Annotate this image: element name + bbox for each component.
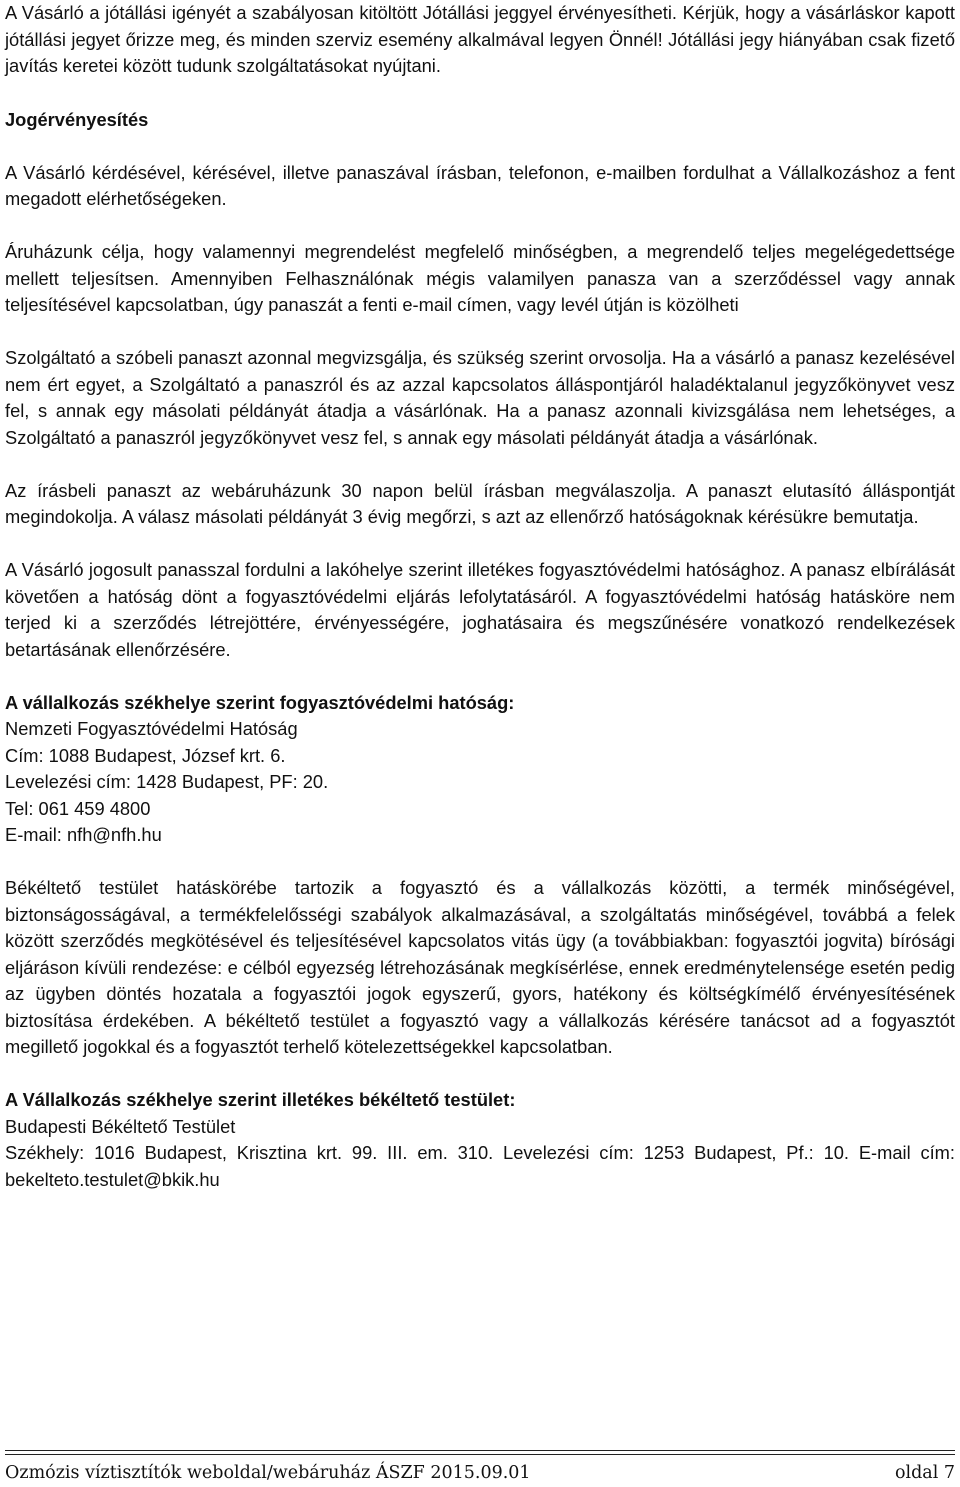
footer-page-number: oldal 7: [894, 1463, 955, 1483]
nfh-email: E-mail: nfh@nfh.hu: [5, 824, 162, 845]
goal-paragraph: Áruházunk célja, hogy valamennyi megrendelést megfelelő minőségben, a megrendelő teljes megelégedettsége mellett teljesítsen. Amennyiben Felhasználónak mégis valamilyen panasza van a szerződéssel vagy annak teljesítésével kapcsolatban, úgy panaszát a fenti e-mail címen, vagy levél útján is közölheti: [5, 241, 955, 315]
intro-paragraph: A Vásárló a jótállási igényét a szabályosan kitöltött Jótállási jeggyel érvényesítheti. Kérjük, hogy a vásárláskor kapott jótállási jegyet őrizze meg, és minden szerviz esemény alkalmával legyen Önnél! Jótállási jegy hiányában csak fizető javítás keretei között tudunk szolgáltatásokat nyújtani.: [5, 2, 955, 76]
oral-complaint-paragraph: Szolgáltató a szóbeli panaszt azonnal megvizsgálja, és szükség szerint orvosolja. Ha a vásárló a panasz kezelésével nem ért egyet, a Szolgáltató a panaszról és az azzal kapcsolatos álláspontjáról haladéktalanul jegyzőkönyvet vesz fel, s annak egy másolati példányát átadja a vásárlónak. Ha a panasz azonnali kivizsgálása nem lehetséges, a Szolgáltató a panaszról jegyzőkönyvet vesz fel, s annak egy másolati példányát átadja a vásárlónak.: [5, 347, 955, 448]
bkik-heading: A Vállalkozás székhelye szerint illetékes békéltető testület:: [5, 1089, 516, 1110]
nfh-phone: Tel: 061 459 4800: [5, 797, 151, 819]
contact-paragraph: A Vásárló kérdésével, kérésével, illetve panaszával írásban, telefonon, e-mailben fordulhat a Vállalkozáshoz a fent megadott elérhetőségeken.: [5, 161, 955, 209]
footer-divider-thin: [5, 1454, 955, 1455]
nfh-address: Cím: 1088 Budapest, József krt. 6.: [5, 744, 286, 766]
nfh-name: Nemzeti Fogyasztóvédelmi Hatóság: [5, 718, 298, 739]
page-footer: [5, 1462, 955, 1484]
footer-document-title: Ozmózis víztisztítók weboldal/webáruház ÁSZF 2015.09.01: [5, 1463, 531, 1483]
document-page: [5, 0, 955, 1193]
section-heading-jogervenyesites: Jogérvényesítés: [5, 108, 149, 130]
bkik-details: Székhely: 1016 Budapest, Krisztina krt. 99. III. em. 310. Levelezési cím: 1253 Budapest, Pf.: 10. E-mail cím: bekelteto.testulet@bkik.hu: [5, 1142, 955, 1190]
authority-paragraph: A Vásárló jogosult panasszal fordulni a lakóhelye szerint illetékes fogyasztóvédelmi hatósághoz. A panasz elbírálását követően a hatóság dönt a fogyasztóvédelmi eljárás lefolytatásáról. A fogyasztóvédelmi hatóság hatásköre nem terjed ki a szerződés létrejöttére, érvényességére, joghatásaira és megszűnésére vonatkozó rendelkezések betartásának ellenőrzésére.: [5, 559, 955, 660]
footer-divider: [5, 1450, 955, 1451]
nfh-postal-address: Levelezési cím: 1428 Budapest, PF: 20.: [5, 771, 329, 792]
nfh-contact-block: [5, 690, 955, 849]
nfh-heading: A vállalkozás székhelye szerint fogyasztóvédelmi hatóság:: [5, 691, 515, 713]
board-paragraph: Békéltető testület hatáskörébe tartozik a fogyasztó és a vállalkozás közötti, a termék minőségével, biztonságosságával, a termékfelelősségi szabályok alkalmazásával, a szolgáltatás minőségével, továbbá a felek között szerződés megkötésével és teljesítésével kapcsolatos vitás ügy (a továbbiakban: fogyasztói jogvita) bírósági eljáráson kívüli rendezése: e célból egyezség létrehozásának megkísérlése, ennek eredménytelensége esetén pedig az ügyben döntés hozatala a fogyasztói jogok egyszerű, gyors, hatékony és költségkímélő érvényesítésének biztosítása érdekében. A békéltető testület a fogyasztó vagy a vállalkozás kérésére tanácsot ad a fogyasztót megillető jogokkal és a fogyasztót terhelő kötelezettségekkel kapcsolatban.: [5, 877, 955, 1057]
bkik-contact-block: [5, 1087, 955, 1193]
bkik-name: Budapesti Békéltető Testület: [5, 1115, 236, 1137]
written-complaint-paragraph: Az írásbeli panaszt az webáruházunk 30 napon belül írásban megválaszolja. A panaszt elutasító álláspontját megindokolja. A válasz másolati példányát 3 évig megőrzi, s azt az ellenőrző hatóságoknak kérésükre bemutatja.: [5, 479, 955, 527]
